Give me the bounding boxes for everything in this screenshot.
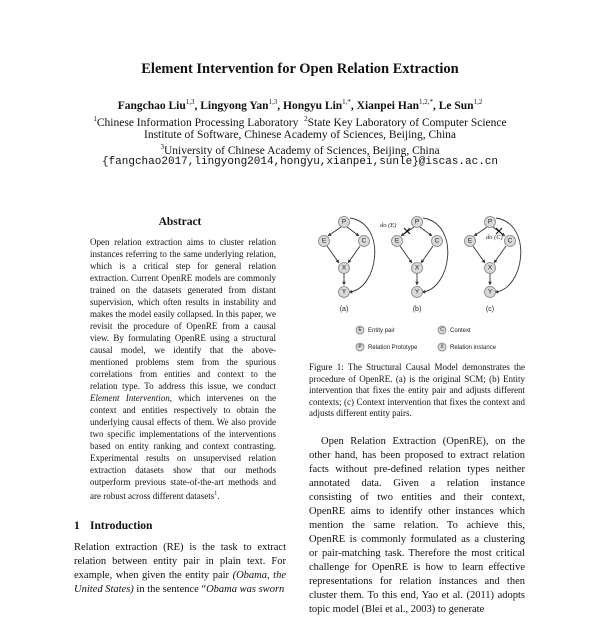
node-label: C: [507, 237, 513, 245]
affiliation-university: University of Chinese Academy of Sciences, Beijing, China: [163, 144, 440, 157]
affil-mark: 2: [304, 115, 308, 123]
edge-p-y: [495, 218, 521, 292]
node-label: X: [341, 264, 347, 272]
edge-p-y: [349, 218, 375, 292]
node-label: C: [434, 237, 440, 245]
node-label: P: [414, 218, 420, 226]
intro-text-part: in the sentence “: [133, 584, 207, 595]
node-label: E: [394, 237, 400, 245]
abstract-heading: Abstract: [158, 216, 202, 228]
edge-e-x: [327, 246, 339, 263]
edge-c-x: [421, 246, 433, 263]
abstract-text-part: , which intervenes on the context and entities respectively to obtain the underlying causal effects of them. We also provide two specific implementations of the interventions based on entity ranking and context contrasting. Experimental results on unsupervised relation extraction datasets show that our methods outperform previous state-of-the-art methods and are robust across different datasets: [90, 393, 276, 501]
node-label: C: [361, 237, 367, 245]
node-label: P: [487, 218, 493, 226]
author-name: Le Sun: [438, 99, 474, 112]
legend-relation-instance: Relation instance: [450, 345, 497, 351]
edge-p-c: [347, 227, 359, 236]
intro-emphasis: (Obama, the United States): [74, 570, 287, 595]
edge-p-c: [420, 227, 432, 236]
affil-mark: 3: [160, 143, 164, 151]
node-label: X: [487, 264, 493, 272]
affiliation-line-3: [0, 143, 600, 157]
abstract-end: .: [217, 491, 220, 501]
footnote-mark: 1: [214, 491, 218, 497]
author-emails: {fangchao2017,lingyong2014,hongyu,xianpei,sunle}@iscas.ac.cn: [101, 156, 499, 168]
author-affil-mark: 1,2,*: [418, 98, 433, 106]
author-name: Lingyong Yan: [200, 99, 269, 112]
intro-text-part: Relation extraction (RE) is the task to extract relation between entity pair in plain text. For example, when given the entity pair: [74, 542, 286, 581]
edge-p-e: [328, 227, 341, 236]
author-list: Fangchao Liu$^{1,3}$, Lingyong Yan$^{1,3}$, Hongyu Lin$^{1,*}$, Xianpei Han$^{1,2,*}$, Le Sun$^{1,2}$: [117, 98, 483, 112]
intro-text: [74, 541, 286, 597]
node-label: X: [414, 264, 420, 272]
section-title: Introduction: [90, 520, 153, 532]
legend-entity-pair: Entity pair: [368, 328, 395, 334]
node-label: Y: [414, 288, 420, 296]
author-affil-mark: 1,3: [268, 98, 278, 106]
node-label: E: [321, 237, 327, 245]
edge-e-x: [473, 246, 485, 263]
diagram-label: (b): [412, 306, 422, 313]
section-number: 1: [74, 520, 80, 532]
author-name: Xianpei Han: [356, 99, 419, 112]
intro-emphasis: Obama was sworn: [206, 584, 285, 595]
scm-diagram-a: [319, 217, 375, 314]
paper-title: Element Intervention for Open Relation Extraction: [141, 61, 459, 77]
abstract-text-part: Open relation extraction aims to cluster relation instances referring to the same underlying relation, which is a critical step for general relation extraction. Current OpenRE models are commonly trained on the datasets generated from distant supervision, which often results in instability and makes the model easily collapsed. In this paper, we revisit the procedure of OpenRE from a causal view. By formulating OpenRE using a structural causal model, we identify that the above-mentioned problems stem from the spurious correlations from entities and context to the relation type. To address this issue, we conduct: [90, 237, 276, 391]
diagram-label: (a): [339, 306, 349, 313]
author-affil-mark: 1,3: [185, 98, 195, 106]
legend-node-label: P: [358, 344, 362, 350]
author-name: Hongyu Lin: [283, 99, 343, 112]
author-affil-mark: 1,2: [473, 98, 483, 106]
do-e-label: do (E): [380, 222, 397, 229]
affiliation-lab: Chinese Information Processing Laboratory: [96, 116, 299, 129]
node-label: Y: [487, 288, 493, 296]
affiliation-state-key-lab: State Key Laboratory of Computer Science: [307, 116, 507, 129]
author-name: Fangchao Liu: [117, 99, 186, 112]
cut-mark-icon: [404, 228, 410, 234]
legend-node-label: C: [440, 327, 444, 333]
abstract-text: [90, 236, 276, 502]
scm-diagram-b: [380, 217, 448, 314]
affiliation-line-2: Institute of Software, Chinese Academy of Sciences, Beijing, China: [143, 129, 457, 141]
edge-p-y: [422, 218, 448, 292]
figure-caption: Figure 1: The Structural Causal Model demonstrates the procedure of OpenRE. (a) is the original SCM; (b) Entity intervention that fixes the entity pair and adjusts different contexts; (c) Context intervention that fixes the context and adjusts different entity pairs.: [309, 362, 525, 418]
node-label: E: [467, 237, 473, 245]
abstract-emphasis: Element Intervention: [90, 393, 170, 403]
affil-mark: 1: [93, 115, 97, 123]
legend-context: Context: [450, 328, 471, 334]
legend-node-label: X: [440, 344, 444, 350]
author-affil-mark: 1,*: [342, 98, 351, 106]
figure-legend: [356, 326, 497, 351]
diagram-label: (c): [485, 306, 495, 313]
figure-scm: [308, 210, 528, 358]
section-heading-introduction: [74, 520, 152, 532]
node-label: Y: [341, 288, 347, 296]
edge-c-x: [494, 246, 506, 263]
node-label: P: [341, 218, 347, 226]
edge-c-x: [348, 246, 360, 263]
legend-relation-prototype: Relation Prototype: [368, 345, 418, 351]
do-c-label: do (C): [486, 234, 503, 241]
affiliation-line-1: [0, 115, 600, 129]
scm-diagram-c: [465, 217, 521, 314]
edge-e-x: [400, 246, 412, 263]
right-column-text: Open Relation Extraction (OpenRE), on the other hand, has been proposed to extract relation facts without pre-defined relation types neither annotated data. Given a relation instance consisting of two entities and their context, OpenRE aims to identify other instances which mention the same relation. To achieve this, OpenRE is commonly formulated as a clustering or pair-matching task. Therefore the most critical challenge for OpenRE is how to learn effective representations for relation instances and then cluster them. To this end, Yao et al. (2011) adopts topic model (Blei et al., 2003) to generate: [309, 436, 525, 615]
legend-node-label: E: [358, 327, 362, 333]
